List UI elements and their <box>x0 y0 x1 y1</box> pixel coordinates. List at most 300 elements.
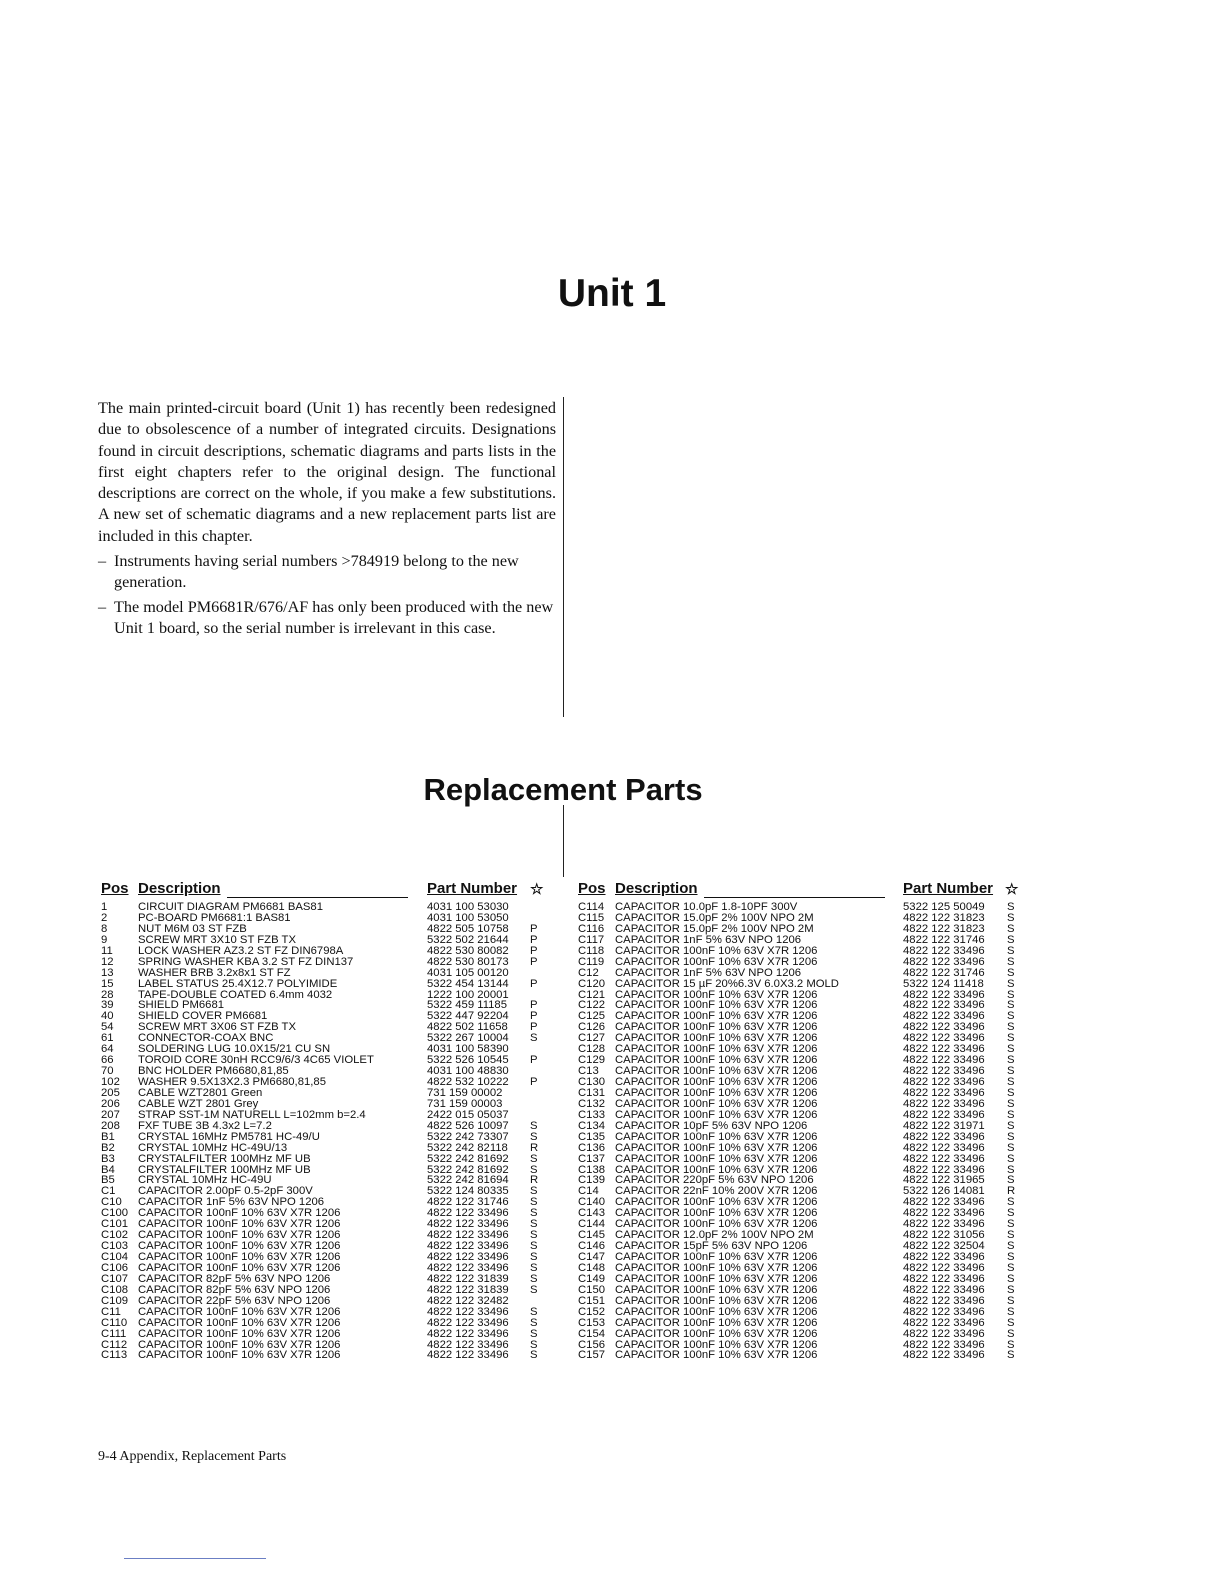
part-description: CAPACITOR 100nF 10% 63V X7R 1206 <box>615 1141 818 1154</box>
part-code: S <box>530 1283 538 1296</box>
part-description: LOCK WASHER AZ3.2 ST FZ DIN6798A <box>138 944 344 957</box>
part-code: R <box>530 1174 539 1187</box>
table-row <box>578 1132 1028 1143</box>
part-code: S <box>1007 1054 1015 1067</box>
part-number: 5322 125 50049 <box>903 901 985 913</box>
part-code: S <box>1007 1141 1015 1154</box>
part-description: CRYSTAL 10MHz HC-49U <box>138 1174 272 1187</box>
part-number: 4822 122 33496 <box>903 1338 985 1351</box>
pos-header: Pos <box>101 880 129 897</box>
table-row <box>101 1318 551 1329</box>
part-description: CAPACITOR 100nF 10% 63V X7R 1206 <box>615 1251 818 1263</box>
part-description: WASHER 9.5X13X2.3 PM6680,81,85 <box>138 1076 326 1088</box>
part-code: S <box>1007 1119 1015 1132</box>
part-code: P <box>530 999 538 1012</box>
part-number: 4822 532 10222 <box>427 1076 509 1088</box>
part-number: 4822 122 33496 <box>903 1294 985 1307</box>
table-row <box>578 957 1028 968</box>
part-number: 4822 122 33496 <box>903 1272 985 1285</box>
part-code: S <box>1007 911 1015 924</box>
part-pos: C11 <box>101 1305 121 1318</box>
part-description: CAPACITOR 100nF 10% 63V X7R 1206 <box>615 1327 818 1340</box>
part-code: S <box>530 1338 538 1351</box>
part-description: CABLE WZT2801 Green <box>138 1086 263 1099</box>
part-description: CRYSTALFILTER 100MHz MF UB <box>138 1163 311 1176</box>
dash-icon: – <box>98 597 107 616</box>
part-description: CAPACITOR 100nF 10% 63V X7R 1206 <box>615 1207 818 1220</box>
part-code: P <box>530 1021 538 1034</box>
part-code: S <box>530 1032 538 1045</box>
part-code: R <box>530 1141 539 1154</box>
part-number: 5322 526 10545 <box>427 1054 509 1067</box>
part-description: CAPACITOR 220pF 5% 63V NPO 1206 <box>615 1174 814 1187</box>
part-number: 4822 122 31971 <box>903 1119 985 1132</box>
part-pos: C131 <box>578 1086 606 1099</box>
part-number: 5322 447 92204 <box>427 1010 509 1023</box>
part-pos: C125 <box>578 1010 606 1023</box>
part-code: S <box>530 1185 538 1198</box>
part-code: S <box>530 1229 538 1242</box>
part-number: 4822 122 33496 <box>427 1338 509 1351</box>
part-number: 4031 100 53030 <box>427 901 509 913</box>
table-header <box>101 880 551 902</box>
part-description: CAPACITOR 100nF 10% 63V X7R 1206 <box>615 1032 818 1045</box>
table-row <box>578 1143 1028 1154</box>
part-number: 731 159 00003 <box>427 1097 503 1110</box>
part-pos: C149 <box>578 1272 606 1285</box>
description-header: Description <box>138 880 221 897</box>
part-code: S <box>1007 1327 1015 1340</box>
part-number: 4822 122 31965 <box>903 1174 985 1187</box>
part-description: CAPACITOR 100nF 10% 63V X7R 1206 <box>615 1283 818 1296</box>
part-number: 4822 122 31746 <box>903 933 985 946</box>
part-description: CAPACITOR 10.0pF 1.8-10PF 300V <box>615 901 798 913</box>
part-code: P <box>530 1010 538 1023</box>
part-number: 4822 530 80082 <box>427 944 509 957</box>
part-number: 5322 126 14081 <box>903 1185 985 1198</box>
part-number: 4822 122 33496 <box>903 1207 985 1220</box>
part-number: 4822 122 33496 <box>903 1218 985 1231</box>
part-number: 5322 124 11418 <box>903 977 984 990</box>
part-code: S <box>1007 977 1015 990</box>
part-description: CABLE WZT 2801 Grey <box>138 1097 259 1110</box>
part-pos: C1 <box>101 1185 116 1198</box>
part-description: CAPACITOR 1nF 5% 63V NPO 1206 <box>615 933 802 946</box>
part-number: 4822 122 33496 <box>903 988 985 1001</box>
part-number: 4822 122 33496 <box>427 1316 509 1329</box>
part-pos: 207 <box>101 1108 120 1121</box>
star-icon: ☆ <box>1005 881 1019 898</box>
part-description: CAPACITOR 22nF 10% 200V X7R 1206 <box>615 1185 818 1198</box>
part-number: 4031 100 53050 <box>427 911 509 924</box>
part-code: S <box>1007 1174 1015 1187</box>
part-number: 4031 105 00120 <box>427 966 509 979</box>
part-description: FXF TUBE 3B 4.3x2 L=7.2 <box>138 1119 272 1132</box>
part-pos: C119 <box>578 955 605 968</box>
part-pos: 1 <box>101 901 108 913</box>
part-number: 4822 122 32504 <box>903 1240 985 1253</box>
part-description: CAPACITOR 1nF 5% 63V NPO 1206 <box>138 1196 325 1209</box>
part-number: 4031 100 58390 <box>427 1043 509 1056</box>
part-description: SPRING WASHER KBA 3.2 ST FZ DIN137 <box>138 955 354 968</box>
part-description: CAPACITOR 100nF 10% 63V X7R 1206 <box>615 955 818 968</box>
part-code: S <box>530 1272 538 1285</box>
part-description: CAPACITOR 15.0pF 2% 100V NPO 2M <box>615 911 814 924</box>
part-pos: C134 <box>578 1119 606 1132</box>
part-description: SCREW MRT 3X06 ST FZB TX <box>138 1021 296 1034</box>
part-number: 4822 122 33496 <box>903 1076 985 1088</box>
part-description: CAPACITOR 100nF 10% 63V X7R 1206 <box>138 1261 341 1274</box>
part-number: 4031 100 48830 <box>427 1065 509 1078</box>
part-number: 4822 122 33496 <box>903 1141 985 1154</box>
part-description: CAPACITOR 100nF 10% 63V X7R 1206 <box>615 1261 818 1274</box>
part-pos: C115 <box>578 911 605 924</box>
part-code: S <box>1007 1130 1015 1143</box>
part-pos: C130 <box>578 1076 606 1088</box>
part-description: LABEL STATUS 25.4X12.7 POLYIMIDE <box>138 977 338 990</box>
part-code: S <box>530 1305 538 1318</box>
part-pos: 66 <box>101 1054 114 1067</box>
note-item <box>98 597 556 640</box>
note-text: The model PM6681R/676/AF has only been produced with the new Unit 1 board, so the serial number is irrelevant in this case. <box>114 597 554 637</box>
part-pos: C101 <box>101 1218 129 1231</box>
part-code: S <box>1007 1097 1015 1110</box>
part-pos: C127 <box>578 1032 606 1045</box>
part-number: 4822 122 33496 <box>903 1043 985 1056</box>
part-pos: B4 <box>101 1163 115 1176</box>
column-divider <box>563 397 564 717</box>
part-number: 4822 122 33496 <box>903 1108 985 1121</box>
table-header <box>578 880 1028 902</box>
part-pos: C157 <box>578 1349 606 1362</box>
part-number: 4822 122 31839 <box>427 1272 509 1285</box>
part-description: SOLDERING LUG 10.0X15/21 CU SN <box>138 1043 331 1056</box>
part-code: S <box>530 1207 538 1220</box>
part-pos: C151 <box>578 1294 606 1307</box>
part-pos: 11 <box>101 944 113 957</box>
table-row <box>101 1329 551 1340</box>
part-number: 4822 122 33496 <box>903 1010 985 1023</box>
part-number: 4822 122 33496 <box>903 1163 985 1176</box>
part-number: 4822 122 33496 <box>427 1261 509 1274</box>
part-description: CAPACITOR 100nF 10% 63V X7R 1206 <box>615 1076 818 1088</box>
part-pos: C153 <box>578 1316 606 1329</box>
part-pos: C108 <box>101 1283 129 1296</box>
part-pos: C118 <box>578 944 605 957</box>
intro-text <box>98 398 556 642</box>
part-description: CAPACITOR 100nF 10% 63V X7R 1206 <box>138 1305 341 1318</box>
part-pos: C111 <box>101 1327 127 1340</box>
part-pos: C133 <box>578 1108 606 1121</box>
part-number: 5322 454 13144 <box>427 977 509 990</box>
parts-rows <box>578 902 1028 1361</box>
part-pos: 208 <box>101 1119 120 1132</box>
part-number: 4822 122 33496 <box>903 1196 985 1209</box>
part-description: BNC HOLDER PM6680,81,85 <box>138 1065 289 1078</box>
part-pos: C137 <box>578 1152 606 1165</box>
part-number: 4822 122 33496 <box>903 1305 985 1318</box>
part-pos: C112 <box>101 1338 128 1351</box>
part-number: 5322 242 81692 <box>427 1163 509 1176</box>
part-number: 4822 122 33496 <box>903 1021 985 1034</box>
part-number: 731 159 00002 <box>427 1086 503 1099</box>
part-number: 4822 122 33496 <box>903 955 985 968</box>
part-number: 4822 122 33496 <box>903 1086 985 1099</box>
part-pos: B3 <box>101 1152 115 1165</box>
table-row <box>101 1350 551 1361</box>
part-pos: C144 <box>578 1218 606 1231</box>
part-code: S <box>530 1218 538 1231</box>
part-description: CAPACITOR 100nF 10% 63V X7R 1206 <box>138 1327 341 1340</box>
part-description: CAPACITOR 1nF 5% 63V NPO 1206 <box>615 966 802 979</box>
part-pos: C113 <box>101 1349 128 1362</box>
part-description: CAPACITOR 100nF 10% 63V X7R 1206 <box>615 944 818 957</box>
part-description: CAPACITOR 100nF 10% 63V X7R 1206 <box>615 1163 818 1176</box>
pos-header: Pos <box>578 880 606 897</box>
part-description: CAPACITOR 82pF 5% 63V NPO 1206 <box>138 1283 331 1296</box>
part-number: 4822 122 33496 <box>427 1240 509 1253</box>
part-number: 5322 459 11185 <box>427 999 507 1012</box>
part-pos: C156 <box>578 1338 606 1351</box>
part-code: S <box>1007 1316 1015 1329</box>
part-number: 4822 122 33496 <box>903 1327 985 1340</box>
part-number: 4822 122 33496 <box>427 1305 509 1318</box>
part-number: 4822 122 31839 <box>427 1283 509 1296</box>
part-pos: C109 <box>101 1294 129 1307</box>
part-number: 4822 122 31746 <box>903 966 985 979</box>
part-description: CAPACITOR 100nF 10% 63V X7R 1206 <box>615 988 818 1001</box>
part-pos: C154 <box>578 1327 606 1340</box>
part-number: 2422 015 05037 <box>427 1108 509 1121</box>
part-pos: B2 <box>101 1141 115 1154</box>
part-number: 5322 502 21644 <box>427 933 509 946</box>
part-number: 5322 242 81694 <box>427 1174 509 1187</box>
part-description: CAPACITOR 100nF 10% 63V X7R 1206 <box>615 1108 818 1121</box>
part-code: P <box>530 1076 538 1088</box>
part-code: S <box>1007 1196 1015 1209</box>
part-description: CRYSTAL 16MHz PM5781 HC-49/U <box>138 1130 320 1143</box>
part-code: S <box>1007 933 1015 946</box>
part-number: 4822 122 33496 <box>903 1283 985 1296</box>
part-code: S <box>530 1152 538 1165</box>
part-number: 5322 242 73307 <box>427 1130 509 1143</box>
part-pos: 102 <box>101 1076 120 1088</box>
part-description: CAPACITOR 100nF 10% 63V X7R 1206 <box>615 1316 818 1329</box>
part-number: 4822 505 10758 <box>427 922 509 935</box>
table-row <box>101 957 551 968</box>
part-pos: C102 <box>101 1229 129 1242</box>
part-pos: 205 <box>101 1086 120 1099</box>
part-number: 4822 122 33496 <box>903 1097 985 1110</box>
part-code: S <box>530 1163 538 1176</box>
notes-list <box>98 551 556 639</box>
header-rule <box>704 897 885 898</box>
part-pos: 12 <box>101 955 114 968</box>
part-code: S <box>1007 1272 1015 1285</box>
part-pos: 28 <box>101 988 114 1001</box>
part-pos: C128 <box>578 1043 606 1056</box>
part-number: 4822 122 33496 <box>903 999 985 1012</box>
part-pos: C121 <box>578 988 606 1001</box>
part-number: 4822 122 33496 <box>903 1316 985 1329</box>
part-number-header: Part Number <box>427 880 518 897</box>
part-description: CAPACITOR 100nF 10% 63V X7R 1206 <box>615 1218 818 1231</box>
part-pos: 206 <box>101 1097 120 1110</box>
part-pos: C150 <box>578 1283 606 1296</box>
part-pos: 61 <box>101 1032 114 1045</box>
part-description: CAPACITOR 2.00pF 0.5-2pF 300V <box>138 1185 313 1198</box>
part-code: S <box>1007 1163 1015 1176</box>
part-description: CAPACITOR 100nF 10% 63V X7R 1206 <box>138 1207 341 1220</box>
table-row <box>101 1132 551 1143</box>
part-code: S <box>1007 1349 1015 1362</box>
part-code: S <box>1007 1294 1015 1307</box>
part-description: CAPACITOR 100nF 10% 63V X7R 1206 <box>138 1251 341 1263</box>
part-description: CAPACITOR 82pF 5% 63V NPO 1206 <box>138 1272 331 1285</box>
part-pos: 15 <box>101 977 114 990</box>
table-row <box>101 979 551 990</box>
part-description: CAPACITOR 100nF 10% 63V X7R 1206 <box>615 1054 818 1067</box>
part-description: TOROID CORE 30nH RCC9/6/3 4C65 VIOLET <box>138 1054 374 1067</box>
part-pos: 9 <box>101 933 108 946</box>
part-pos: C10 <box>101 1196 122 1209</box>
page-footer: 9-4 Appendix, Replacement Parts <box>98 1449 287 1464</box>
part-description: SHIELD PM6681 <box>138 999 225 1012</box>
part-pos: 8 <box>101 922 108 935</box>
table-row <box>101 1154 551 1165</box>
table-row <box>578 1154 1028 1165</box>
footer-rule <box>124 1558 266 1559</box>
part-pos: C126 <box>578 1021 606 1034</box>
part-pos: C120 <box>578 977 606 990</box>
part-number: 4822 122 31746 <box>427 1196 509 1209</box>
part-description: CAPACITOR 15pF 5% 63V NPO 1206 <box>615 1240 808 1253</box>
part-code: S <box>530 1240 538 1253</box>
part-code: S <box>1007 1218 1015 1231</box>
part-description: CAPACITOR 100nF 10% 63V X7R 1206 <box>138 1218 341 1231</box>
part-pos: C12 <box>578 966 599 979</box>
part-code: S <box>1007 1152 1015 1165</box>
part-number: 1222 100 20001 <box>427 988 509 1001</box>
part-pos: C107 <box>101 1272 129 1285</box>
dash-icon: – <box>98 552 107 571</box>
part-pos: 54 <box>101 1021 114 1034</box>
part-number-header: Part Number <box>903 880 994 897</box>
part-description: SHIELD COVER PM6681 <box>138 1010 268 1023</box>
part-code: P <box>530 977 538 990</box>
part-description: CAPACITOR 100nF 10% 63V X7R 1206 <box>138 1316 341 1329</box>
part-description: CAPACITOR 100nF 10% 63V X7R 1206 <box>615 1305 818 1318</box>
part-code: S <box>530 1196 538 1209</box>
part-code: S <box>1007 1065 1015 1078</box>
part-description: CAPACITOR 22pF 5% 63V NPO 1206 <box>138 1294 331 1307</box>
part-pos: C147 <box>578 1251 606 1263</box>
part-code: S <box>1007 901 1015 913</box>
part-pos: C139 <box>578 1174 606 1187</box>
part-code: S <box>1007 1108 1015 1121</box>
part-code: S <box>530 1327 538 1340</box>
part-pos: 40 <box>101 1010 114 1023</box>
part-pos: 13 <box>101 966 114 979</box>
part-description: NUT M6M 03 ST FZB <box>138 922 247 935</box>
part-description: CRYSTALFILTER 100MHz MF UB <box>138 1152 311 1165</box>
part-number: 4822 122 33496 <box>903 1349 985 1362</box>
part-number: 4822 122 32482 <box>427 1294 509 1307</box>
part-number: 5322 242 81692 <box>427 1152 509 1165</box>
part-number: 4822 122 31823 <box>903 911 985 924</box>
unit-title: Unit 1 <box>557 272 667 315</box>
part-pos: C145 <box>578 1229 606 1242</box>
part-pos: B5 <box>101 1174 115 1187</box>
part-description: CAPACITOR 100nF 10% 63V X7R 1206 <box>138 1229 341 1242</box>
part-code: S <box>1007 1229 1015 1242</box>
part-code: S <box>1007 1338 1015 1351</box>
part-pos: C136 <box>578 1141 606 1154</box>
note-text: Instruments having serial numbers >784919 belong to the new generation. <box>114 552 519 592</box>
part-number: 4822 122 33496 <box>903 1251 985 1263</box>
part-code: S <box>1007 1261 1015 1274</box>
part-pos: C129 <box>578 1054 606 1067</box>
part-code: P <box>530 933 538 946</box>
part-pos: C148 <box>578 1261 606 1274</box>
part-description: CAPACITOR 10pF 5% 63V NPO 1206 <box>615 1119 808 1132</box>
part-description: CAPACITOR 100nF 10% 63V X7R 1206 <box>138 1240 341 1253</box>
part-code: S <box>1007 999 1015 1012</box>
part-number: 4822 122 33496 <box>427 1229 509 1242</box>
part-description: CIRCUIT DIAGRAM PM6681 BAS81 <box>138 901 323 913</box>
part-description: CAPACITOR 100nF 10% 63V X7R 1206 <box>615 1294 818 1307</box>
part-description: CAPACITOR 100nF 10% 63V X7R 1206 <box>615 1021 818 1034</box>
column-divider <box>563 805 564 877</box>
part-number: 4822 122 33496 <box>903 944 985 957</box>
part-number: 4822 122 33496 <box>903 1032 985 1045</box>
part-description: CAPACITOR 100nF 10% 63V X7R 1206 <box>138 1349 341 1362</box>
part-description: CAPACITOR 15.0pF 2% 100V NPO 2M <box>615 922 814 935</box>
part-description: TAPE-DOUBLE COATED 6.4mm 4032 <box>138 988 333 1001</box>
part-code: P <box>530 944 538 957</box>
part-pos: C103 <box>101 1240 129 1253</box>
part-code: S <box>1007 944 1015 957</box>
part-number: 4822 122 33496 <box>427 1327 509 1340</box>
part-pos: 64 <box>101 1043 114 1056</box>
part-pos: C146 <box>578 1240 606 1253</box>
part-code: S <box>1007 922 1015 935</box>
table-row <box>101 1307 551 1318</box>
part-code: S <box>1007 1086 1015 1099</box>
part-description: CAPACITOR 100nF 10% 63V X7R 1206 <box>615 1097 818 1110</box>
part-number: 4822 530 80173 <box>427 955 509 968</box>
parts-rows <box>101 902 551 1361</box>
part-pos: C13 <box>578 1065 599 1078</box>
table-row <box>578 1350 1028 1361</box>
part-description: CAPACITOR 100nF 10% 63V X7R 1206 <box>615 1349 818 1362</box>
part-number: 4822 122 33496 <box>903 1054 985 1067</box>
part-description: CAPACITOR 100nF 10% 63V X7R 1206 <box>615 1043 818 1056</box>
part-pos: C117 <box>578 933 605 946</box>
part-description: CAPACITOR 12.0pF 2% 100V NPO 2M <box>615 1229 814 1242</box>
part-pos: C104 <box>101 1251 129 1263</box>
table-row <box>578 968 1028 979</box>
part-number: 5322 242 82118 <box>427 1141 508 1154</box>
part-description: WASHER BRB 3.2x8x1 ST FZ <box>138 966 291 979</box>
part-code: S <box>1007 955 1015 968</box>
part-code: S <box>1007 1251 1015 1263</box>
parts-table-left <box>101 880 551 1361</box>
part-pos: C152 <box>578 1305 606 1318</box>
part-pos: C116 <box>578 922 605 935</box>
part-description: CONNECTOR-COAX BNC <box>138 1032 274 1045</box>
table-row <box>578 1329 1028 1340</box>
